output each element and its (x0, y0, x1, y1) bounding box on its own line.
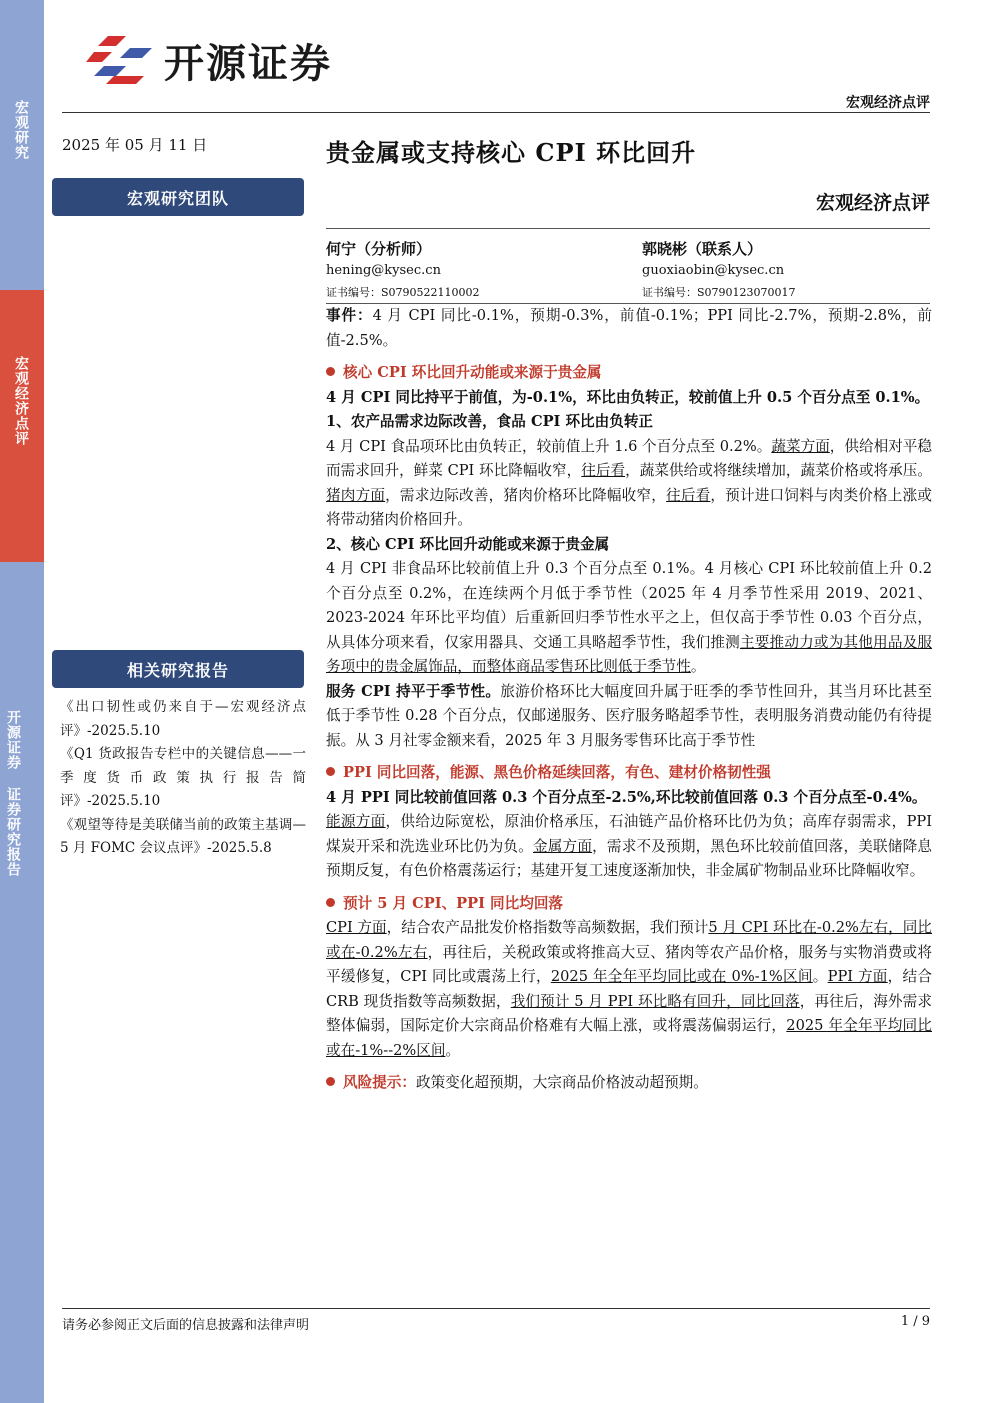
report-date: 2025 年 05 月 11 日 (62, 136, 208, 154)
text: 。 (445, 1041, 461, 1059)
underline-text: 2025 年全年平均同比或在-1%--2%区间 (326, 1017, 932, 1059)
report-subtitle: 宏观经济点评 (815, 192, 930, 214)
paragraph (326, 557, 932, 680)
underline-text: 主要推动力或为其他用品及服务项中的贵金属饰品，而整体商品零售环比则低于季节性 (326, 633, 932, 675)
section-title (326, 892, 932, 917)
text: ，供给边际宽松，原油价格承压，石油链产品价格环比仍为负；高库存弱需求，PPI 煤炭开采和洗选业环比仍为负。 (326, 813, 932, 855)
risk-text: 政策变化超预期，大宗商品价格波动超预期。 (415, 1074, 708, 1091)
related-reports-list (60, 696, 306, 861)
author-email[interactable]: guoxiaobin@kysec.cn (642, 263, 785, 278)
left-band-top (0, 0, 44, 290)
title-divider (326, 228, 930, 229)
underline-text: 金属方面 (532, 837, 593, 855)
author-name: 郭晓彬（联系人） (642, 240, 763, 258)
underline-text: 2025 年全年平均同比或在 0%-1%区间 (550, 968, 813, 985)
left-band-bottom-label: 开源证券 证券研究报告 (5, 710, 21, 877)
related-report-item[interactable]: 《出口韧性或仍来自于—宏观经济点评》-2025.5.10 (60, 699, 306, 739)
left-band-top-label: 宏观研究 (13, 100, 29, 160)
underline-text: 能源方面 (326, 813, 386, 830)
related-reports-box: 相关研究报告 (52, 650, 304, 688)
text: ，结合农产品批发价格指数等高频数据，我们预计 (386, 919, 709, 936)
section-title (326, 361, 932, 386)
paragraph (326, 916, 932, 1063)
section-title-text: 核心 CPI 环比回升动能或来源于贵金属 (343, 364, 602, 381)
underline-text: 蔬菜方面 (771, 437, 830, 455)
author-cert: 证书编号：S0790123070017 (642, 286, 796, 299)
risk-label: 风险提示： (343, 1074, 416, 1091)
header-divider (62, 112, 930, 113)
text: 旅游价格环比大幅度回升属于旺季的季节性回升，其当月环比甚至低于季节性 0.28 个百分点，仅邮递服务、医疗服务略超季节性，表明服务消费动能仍有待提振。从 3 月社零金额来看，2025 年 3 月服务零售环比高于季节性 (326, 682, 932, 749)
underline-text: 猪肉方面 (326, 486, 386, 504)
related-report-item[interactable]: 《Q1 货政报告专栏中的关键信息——一季度货币政策执行报告简评》-2025.5.10 (60, 746, 306, 809)
paragraph (326, 435, 932, 533)
text: 。 (812, 968, 828, 985)
underline-text: 往后看 (666, 486, 711, 504)
footer-divider (62, 1308, 930, 1309)
text: ，预计进口饲料与肉类价格上涨或将带动猪肉价格回升。 (326, 486, 932, 528)
text: ，结合 CRB 现货指数等高频数据， (326, 968, 932, 1010)
author-name: 何宁（分析师） (326, 240, 432, 258)
author-cert: 证书编号：S0790522110002 (326, 286, 480, 299)
bullet-icon (326, 1077, 335, 1086)
event-paragraph (326, 304, 932, 353)
team-box: 宏观研究团队 (52, 178, 304, 216)
underline-text: 我们预计 5 月 PPI 环比略有回升，同比回落 (510, 992, 800, 1010)
underline-text: PPI 方面 (827, 968, 888, 985)
logo-mark-icon (86, 32, 158, 88)
underline-text: CPI 方面 (326, 919, 387, 936)
underline-text: 往后看 (581, 462, 626, 479)
text: 4 月 CPI 食品项环比由负转正，较前值上升 1.6 个百分点至 0.2%。 (326, 437, 772, 455)
header-tag: 宏观经济点评 (846, 95, 930, 111)
section-lead: 4 月 PPI 同比较前值回落 0.3 个百分点至-2.5%,环比较前值回落 0.3 个百分点至-0.4%。 (326, 788, 927, 806)
author-card (326, 238, 480, 304)
page-number: 1 / 9 (900, 1314, 930, 1329)
bullet-icon (326, 767, 335, 776)
author-email[interactable]: hening@kysec.cn (326, 263, 441, 278)
report-title: 贵金属或支持核心 CPI 环比回升 (326, 138, 697, 167)
left-band-mid-label: 宏观经济点评 (13, 356, 29, 446)
underline-text: 5 月 CPI 环比在-0.2%左右，同比或在-0.2%左右 (326, 919, 932, 961)
section-title-text: 预计 5 月 CPI、PPI 同比均回落 (343, 894, 564, 912)
text: ，需求不及预期，黑色环比较前值回落，美联储降息预期反复，有色价格震荡运行；基建开复工速度逐渐加快，非金属矿物制品业环比降幅收窄。 (326, 837, 932, 879)
event-text: 4 月 CPI 同比-0.1%，预期-0.3%，前值-0.1%；PPI 同比-2.7%，预期-2.8%，前值-2.5%。 (326, 307, 932, 349)
brand-logo (86, 30, 332, 90)
related-report-item[interactable]: 《观望等待是美联储当前的政策主基调—5 月 FOMC 会议点评》-2025.5.8 (60, 816, 306, 856)
author-card (642, 238, 796, 304)
section-lead: 4 月 CPI 同比持平于前值，为-0.1%，环比由负转正，较前值上升 0.5 个百分点至 0.1%。 (326, 388, 930, 406)
section-title-text: PPI 同比回落，能源、黑色价格延续回落，有色、建材价格韧性强 (343, 764, 771, 781)
left-band-mid (0, 290, 44, 562)
text: ，供给相对平稳而需求回升，鲜菜 CPI 环比降幅收窄， (326, 437, 932, 479)
footer-disclaimer: 请务必参阅正文后面的信息披露和法律声明 (62, 1318, 310, 1333)
report-body (326, 304, 932, 1096)
text: 。 (690, 658, 706, 675)
text: ，蔬菜供给或将继续增加，蔬菜价格或将承压。 (625, 462, 932, 479)
left-band-bottom (0, 562, 44, 1403)
brand-name: 开源证券 (164, 40, 332, 87)
risk-paragraph (326, 1071, 932, 1096)
text: ，再往后，海外需求整体偏弱，国际定价大宗商品价格难有大幅上涨，或将震荡偏弱运行， (326, 992, 932, 1034)
paragraph (326, 810, 932, 884)
bullet-icon (326, 367, 335, 376)
paragraph (326, 680, 932, 754)
bullet-icon (326, 898, 335, 907)
text: ，需求边际改善，猪肉价格环比降幅收窄， (385, 486, 667, 504)
event-label: 事件： (326, 307, 373, 324)
text: ，再往后，关税政策或将推高大豆、猪肉等农产品价格，服务与实物消费或将平缓修复，CPI 同比或震荡上行， (326, 943, 932, 985)
subheading: 1、农产品需求边际改善，食品 CPI 环比由负转正 (326, 413, 654, 430)
text: 4 月 CPI 非食品环比较前值上升 0.3 个百分点至 0.1%。4 月核心 CPI 环比较前值上升 0.2 个百分点至 0.2%，在连续两个月低于季节性（2025 年 4 月季节性采用 2019、2021、2023-2024 年环比平均值）后重新回归季节性水平之上，但仅高于季节性 0.03 个百分点，从具体分项来看，仅家用器具、交通工具略超季节性，我们推测 (326, 560, 932, 651)
bold-text: 服务 CPI 持平于季节性。 (326, 682, 501, 700)
section-title (326, 761, 932, 786)
subheading: 2、核心 CPI 环比回升动能或来源于贵金属 (326, 535, 610, 553)
